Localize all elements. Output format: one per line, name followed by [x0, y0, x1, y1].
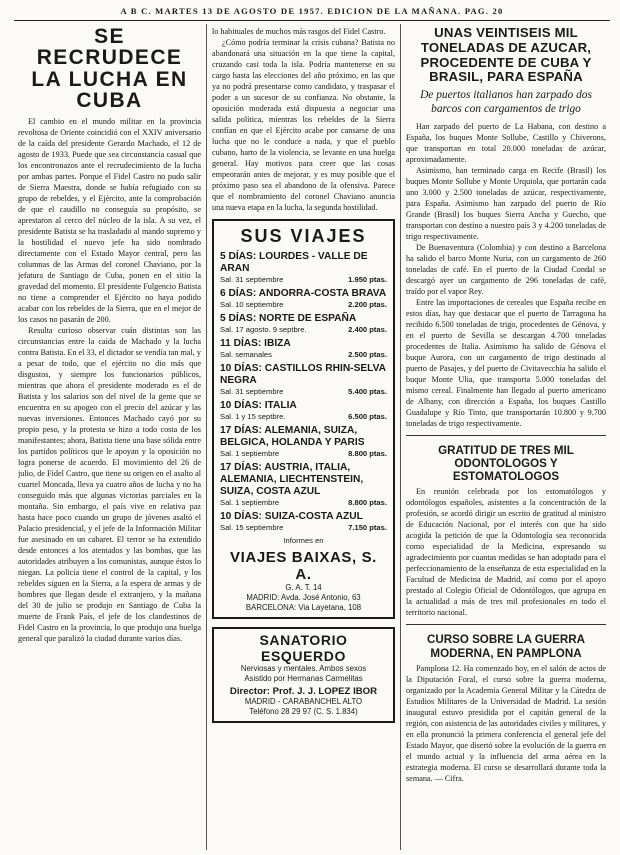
viajes-ad-note: Informes en — [283, 536, 324, 545]
trip-date: Sal. semanales — [220, 350, 272, 359]
trip-price: 6.500 ptas. — [348, 412, 387, 421]
trip-price: 8.800 ptas. — [348, 449, 387, 458]
trip-name: 10 DÍAS: ITALIA — [220, 400, 297, 411]
sanatorio-director: Director: Prof. J. J. LOPEZ IBOR — [229, 686, 378, 697]
cuba-headline: SE RECRUDECE LA LUCHA EN CUBA — [31, 26, 188, 113]
trip-name: 5 DÍAS: LOURDES - VALLE DE ARAN — [220, 251, 368, 274]
azucar-paragraph: Entre las importaciones de cereales que España recibe en estos días, hay que destacar que el puerto de Tarragona ha recibido 6.500 toneladas de trigo, procedentes de Génova, y en el puerto de Sevilla se descargan 4.700 toneladas procedentes de Italia. Asimismo ha salido de Génova el buque Aurora, con un cargamento de trigo destinado al puerto de Pasajes, y del puerto de Civitavecchia ha salido el buque Monte Ulia, que transporta 5.000 toneladas del mismo cereal. Finalmente han llegado al puerto americano de Albany, con dirección a España, los buques Castillo Guadalupe y Río Tinto, que transportarán 10.800 y 9.700 toneladas de trigo respectivamente. — [406, 297, 606, 428]
agency-line: BARCELONA: Via Layetana, 108 — [245, 603, 362, 612]
column-1 — [18, 26, 201, 848]
trip-name: 11 DÍAS: IBIZA — [220, 338, 291, 349]
sanatorio-title: SANATORIO ESQUERDO — [259, 632, 348, 664]
azucar-paragraph: Han zarpado del puerto de La Habana, con destino a España, los buques Monte Sollube, Castillo y Chiverons, que transportan en total 20.000 toneladas de azúcar, aproximadamente. — [406, 121, 606, 164]
trip-list — [220, 251, 387, 533]
viajes-ad-title: SUS VIAJES — [240, 226, 367, 246]
trip-date: Sal. 15 septiembre — [220, 523, 284, 532]
column-2 — [212, 26, 395, 848]
trip-item — [220, 288, 387, 310]
cuba-cont-paragraph-1: lo habituales de muchos más rasgos del Fidel Castro. — [212, 27, 386, 36]
trip-price: 5.400 ptas. — [348, 387, 387, 396]
azucar-subhead: De puertos italianos han zarpado dos barcos con cargamentos de trigo — [420, 89, 592, 115]
odontologos-headline: GRATITUD DE TRES MIL ODONTOLOGOS Y ESTOMATOLOGOS — [438, 443, 574, 484]
trip-item — [220, 511, 387, 533]
column-rule-2 — [400, 24, 401, 850]
trip-date: Sal. 10 septiembre — [220, 300, 284, 309]
sanatorio-address: MADRID - CARABANCHEL ALTO — [244, 697, 363, 706]
section-divider — [406, 435, 606, 436]
sanatorio-advertisement — [212, 627, 395, 723]
azucar-paragraph: Asimismo, han terminado carga en Recife (Brasil) los buques Monte Sollube y Monte Urquiola, que portarán cada uno 3.000 y 2.500 toneladas de azúcar, respectivamente, para España. Asimismo han zarpado del puerto de Río Grande (Brasil) los buques Sierra Ancha y Guecho, que transportan con destino a nuestro país 3 y 4.200 toneladas de trigo respectivamente. — [406, 165, 606, 241]
trip-name: 10 DÍAS: CASTILLOS RHIN-SELVA NEGRA — [220, 363, 386, 386]
curso-headline: CURSO SOBRE LA GUERRA MODERNA, EN PAMPLONA — [426, 633, 586, 660]
trip-item — [220, 425, 387, 459]
trip-info — [220, 300, 387, 310]
trip-price: 1.950 ptas. — [348, 275, 387, 284]
trip-info — [220, 325, 387, 335]
column-rule-1 — [206, 24, 207, 850]
sanatorio-line: Nerviosas y mentales. Ambos sexos — [240, 664, 367, 673]
trip-info — [220, 412, 387, 422]
trip-info — [220, 275, 387, 285]
agency-name: VIAJES BAIXAS, S. A. — [230, 549, 377, 583]
section-divider — [406, 624, 606, 625]
trip-date: Sal. 1 septiembre — [220, 498, 280, 507]
trip-date: Sal. 17 agosto. 9 septbre. — [220, 325, 307, 334]
column-3 — [406, 26, 606, 848]
trip-name: 17 DÍAS: AUSTRIA, ITALIA, ALEMANIA, LIECHTENSTEIN, SUIZA, COSTA AZUL — [220, 462, 364, 497]
trip-name: 5 DÍAS: NORTE DE ESPAÑA — [220, 313, 357, 324]
trip-date: Sal. 1 septiembre — [220, 449, 280, 458]
trip-info — [220, 449, 387, 459]
agency-line: MADRID: Avda. José Antonio, 63 — [246, 593, 361, 602]
page-masthead: A B C. MARTES 13 DE AGOSTO DE 1957. EDICION DE LA MAÑANA. PAG. 20 — [120, 6, 504, 16]
trip-info — [220, 350, 387, 360]
trip-item — [220, 363, 387, 397]
trip-price: 7.150 ptas. — [348, 523, 387, 532]
sanatorio-line: Asistido por Hermanas Carmelitas — [244, 674, 363, 683]
trip-date: Sal. 31 septiembre — [220, 387, 284, 396]
cuba-paragraph-1: El cambio en el mundo militar en la provincia revoltosa de Oriente coincidió con el XXIV aniversario de la caída del presidente Gerardo Machado, el 12 de agosto de 1933. Puede que sea circunstancia casual que los encontronazos ante el recrudecimiento de la lucha por ambas partes. Porque el Fidel Castro no pudo salir de Sierra Maestra, donde se había refugiado con su grupo de rebeldes, y el Ejército, ante la comprobación de que el caudillo no conseguía su propósito, se aprestaron al cerco del núcleo de la isla. A su vez, el presidente Batista se ha trasladado al mando supremo y la hostilidad el nuevo jefe ha sido nombrado directamente con el Estado Mayor central, pero las columnas de las Armas del coronel Chaviano, por la jefatura de Santiago de Cuba, ponen en el sitio la gravedad del momento. El presidente Fulgencio Batista no tiene a comprender el Ejército no haya podido acabar con los rebeldes de la Sierra, que en el mejor de los casos no pasarán de 200. — [18, 116, 201, 324]
agency-line: G. A. T. 14 — [285, 583, 322, 592]
trip-name: 10 DÍAS: SUIZA-COSTA AZUL — [220, 511, 363, 522]
trip-price: 2.500 ptas. — [348, 350, 387, 359]
trip-item — [220, 338, 387, 360]
trip-name: 17 DÍAS: ALEMANIA, SUIZA, BELGICA, HOLANDA Y PARIS — [220, 425, 365, 448]
sanatorio-phone: Teléfono 28 29 97 (C. S. 1.834) — [249, 707, 358, 716]
viajes-advertisement — [212, 219, 395, 619]
trip-price: 2.200 ptas. — [348, 300, 387, 309]
trip-item — [220, 462, 387, 508]
trip-item — [220, 251, 387, 285]
cuba-cont-paragraph-2: ¿Cómo podría terminar la crisis cubana? Batista no abandonará una situación en la que tiene la capital, cruzando casi toda la isla. Podría mantenerse en su cargo hasta las elecciones del año próximo, en las que ya no podrá presentarse como candidato, y traspasar el poder a un sucesor de su confianza. No obstante, la oposición moderada está dispuesta a negociar una salida política, mientras los rebeldes de la Sierra confían en que el Ejército acabe por cansarse de una lucha que no le conduce a nada, y que el pueblo cubano, harto de la violencia, se levante en una huelga general. Hay motivos para creer que las cosas empeorarán antes de mejorar, y es muy posible que el próximo paso sea el abandono de la ofensiva. Parece que el nombramiento del coronel Chaviano anuncia una nueva etapa en la lucha, la segunda hostilidad. — [212, 38, 395, 212]
trip-info — [220, 498, 387, 508]
trip-date: Sal. 31 septiembre — [220, 275, 284, 284]
trip-price: 8.800 ptas. — [348, 498, 387, 507]
trip-price: 2.400 ptas. — [348, 325, 387, 334]
trip-info — [220, 387, 387, 397]
trip-item — [220, 400, 387, 422]
trip-info — [220, 523, 387, 533]
azucar-paragraph: De Buenaventura (Colombia) y con destino a Barcelona ha salido el barco Monte Nuria, con un cargamento de 260 toneladas de café. En el puerto de la Ciudad Condal se descargó ayer un cargamento de 296 toneladas de café, traído por el vapor Rey. — [406, 242, 606, 296]
cuba-paragraph-2: Resulta curioso observar cuán distintas son las circunstancias entre la caída de Machado y la lucha contra Batista. En el 33, el dictador se vendía tan mal, y a pesar de todo, que el ejército no dio más que disgustos, y siempre los funcionarios públicos, mientras que ahora el presidente moderado es el de Batista y los salarios son del nivel de la gente que se encuentra en su apogeo con el precio del azúcar y las nuevas inversiones. Entonces Machado cayó por su propio peso, y la protesta se hizo a todo costa de los manifestantes; ahora, Batista tiene una base sólida entre los partidos políticos que le apoyan y la oposición no logra ponerse de acuerdo. El movimiento del 26 de julio, de Fidel Castro, que tiene su origen en el asalto al cuartel Moncada, lleva ya cuatro años de lucha y no ha conseguido más que algunas victorias parciales en la montaña. Sin embargo, el país vive en relativa paz hasta hace poco cuando un grupo de jóvenes asaltó el Palacio presidencial, y el jefe de la Información Militar fue asesinado en un cabaret. El terror se ha extendido desde entonces a los atentados y las bombas, que las autoridades atribuyen a los comunistas, aunque éstos lo niegan. La policía tiene el control de la capital, y los rebeldes siguen en la Sierra, a la espera de armas y de hombres que llegan desde el extranjero, y la mañana del 30 de julio se produjo en Santiago de Cuba la muerte de Frank País, el jefe de los clandestinos de Fidel Castro en la provincia, lo que produjo una huelga general que paralizó la ciudad durante varios días. — [18, 325, 201, 643]
masthead-rule — [14, 20, 610, 21]
azucar-headline: UNAS VEINTISEIS MIL TONELADAS DE AZUCAR, PROCEDENTE DE CUBA Y BRASIL, PARA ESPAÑA — [420, 26, 592, 85]
trip-item — [220, 313, 387, 335]
curso-paragraph: Pamplona 12. Ha comenzado hoy, en el salón de actos de la Diputación Foral, el curso sobre la guerra moderna, organizado por la Academia General Militar y la Cátedra de Estudios Militares de la Universidad de Madrid. La sesión inaugural estuvo presidida por el capitán general de la región, con asistencia de las autoridades civiles y militares, y en ella pronunció la primera conferencia el general jefe del Estado Mayor, que disertó sobre la evolución de la guerra en el mundo actual y la influencia del arma aérea en la estrategia moderna. El curso se desarrollará durante toda la semana. — Cifra. — [406, 664, 606, 784]
odontologos-paragraph: En reunión celebrada por los estomatólogos y odontólogos españoles, asistentes a la concentración de la profesión, se acordó dirigir un escrito de gratitud al ministro de Educación Nacional, por el interés con que ha sido acogida la petición de que la Odontología sea reconocida como especialidad de la Medicina, expresando su agradecimiento por cuantas medidas se han adoptado para el perfeccionamiento de la enseñanza de esta especialidad en la Facultad de Medicina de Madrid, así como por el apoyo prestado al Colegio Oficial de Odontólogos, que agrupa en la actualidad a más de tres mil profesionales en todo el territorio nacional. — [406, 487, 606, 618]
trip-name: 6 DÍAS: ANDORRA-COSTA BRAVA — [220, 288, 387, 299]
trip-date: Sal. 1 y 15 septbre. — [220, 412, 286, 421]
